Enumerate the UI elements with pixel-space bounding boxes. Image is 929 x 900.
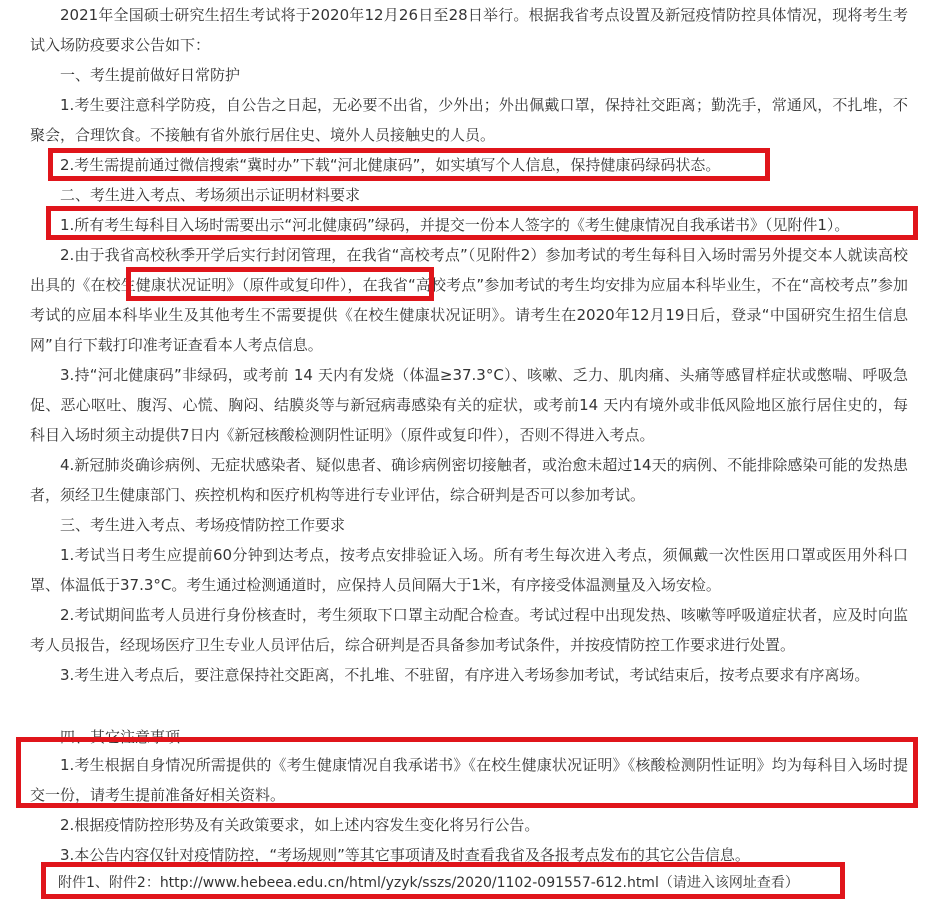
section-4-heading: 四、其它注意事项 xyxy=(60,728,181,746)
section-3-item-3: 3.考生进入考点后，要注意保持社交距离，不扎堆、不驻留，有序进入考场参加考试，考试结束后，按考点要求有序离场。 xyxy=(60,666,870,684)
section-3-heading: 三、考生进入考点、考场疫情防控工作要求 xyxy=(60,516,346,534)
section-4-item-1: 1.考生根据自身情况所需提供的《考生健康情况自我承诺书》《在校生健康状况证明》《核酸检测阴性证明》均为每科目入场时提交一份，请考生提前准备好相关资料。 xyxy=(30,756,908,804)
intro-paragraph: 2021年全国硕士研究生招生考试将于2020年12月26日至28日举行。根据我省考点设置及新冠疫情防控具体情况，现将考生考试入场防疫要求公告如下： xyxy=(30,6,908,54)
section-3-item-2: 2.考试期间监考人员进行身份核查时，考生须取下口罩主动配合检查。考试过程中出现发热、咳嗽等呼吸道症状者，应及时向监考人员报告，经现场医疗卫生专业人员评估后，综合研判是否具备参加考试条件，并按疫情防控工作要求进行处置。 xyxy=(30,606,908,654)
section-2-item-3: 3.持“河北健康码”非绿码，或考前 14 天内有发烧（体温≥37.3°C）、咳嗽、乏力、肌肉痛、头痛等感冒样症状或憋喘、呼吸急促、恶心呕吐、腹泻、心慌、胸闷、结膜炎等与新冠病毒感染有关的症状，或考前14 天内有境外或非低风险地区旅行居住史的，每科目入场时须主动提供7日内《新冠核酸检测阴性证明》（原件或复印件），否则不得进入考点。 xyxy=(30,366,908,444)
section-4-item-3: 3.本公告内容仅针对疫情防控，“考场规则”等其它事项请及时查看我省及各报考点发布的其它公告信息。 xyxy=(60,846,750,864)
section-2-item-2: 2.由于我省高校秋季开学后实行封闭管理，在我省“高校考点”（见附件2）参加考试的考生每科目入场时需另外提交本人就读高校出具的《在校生健康状况证明》（原件或复印件），在我省“高校考点”参加考试的考生均安排为应届本科毕业生，不在“高校考点”参加考试的应届本科毕业生及其他考生不需要提供《在校生健康状况证明》。请考生在2020年12月19日后，登录“中国研究生招生信息网”自行下载打印准考证查看本人考点信息。 xyxy=(30,246,908,354)
section-2-heading: 二、考生进入考点、考场须出示证明材料要求 xyxy=(60,186,361,204)
section-4-item-2: 2.根据疫情防控形势及有关政策要求，如上述内容发生变化将另行公告。 xyxy=(60,816,540,834)
section-2-item-4: 4.新冠肺炎确诊病例、无症状感染者、疑似患者、确诊病例密切接触者，或治愈未超过14天的病例、不能排除感染可能的发热患者，须经卫生健康部门、疾控机构和医疗机构等进行专业评估，综合研判是否可以参加考试。 xyxy=(30,456,908,504)
section-3-item-1: 1.考试当日考生应提前60分钟到达考点，按考点安排验证入场。所有考生每次进入考点，须佩戴一次性医用口罩或医用外科口罩、体温低于37.3°C。考生通过检测通道时，应保持人员间隔大于1米，有序接受体温测量及入场安检。 xyxy=(30,546,908,594)
section-1-item-2: 2.考生需提前通过微信搜索“冀时办”下载“河北健康码”，如实填写个人信息，保持健康码绿码状态。 xyxy=(60,156,721,174)
section-1-heading: 一、考生提前做好日常防护 xyxy=(60,66,241,84)
section-1-item-1: 1.考生要注意科学防疫，自公告之日起，无必要不出省，少外出；外出佩戴口罩，保持社交距离；勤洗手，常通风，不扎堆，不聚会，合理饮食。不接触有省外旅行居住史、境外人员接触史的人员。 xyxy=(30,96,908,144)
section-2-item-1: 1.所有考生每科目入场时需要出示“河北健康码”绿码，并提交一份本人签字的《考生健康情况自我承诺书》（见附件1）。 xyxy=(60,216,850,234)
attachments-link-text: 附件1、附件2：http://www.hebeea.edu.cn/html/yzyk/sszs/2020/1102-091557-612.html（请进入该网址查看） xyxy=(58,875,799,891)
